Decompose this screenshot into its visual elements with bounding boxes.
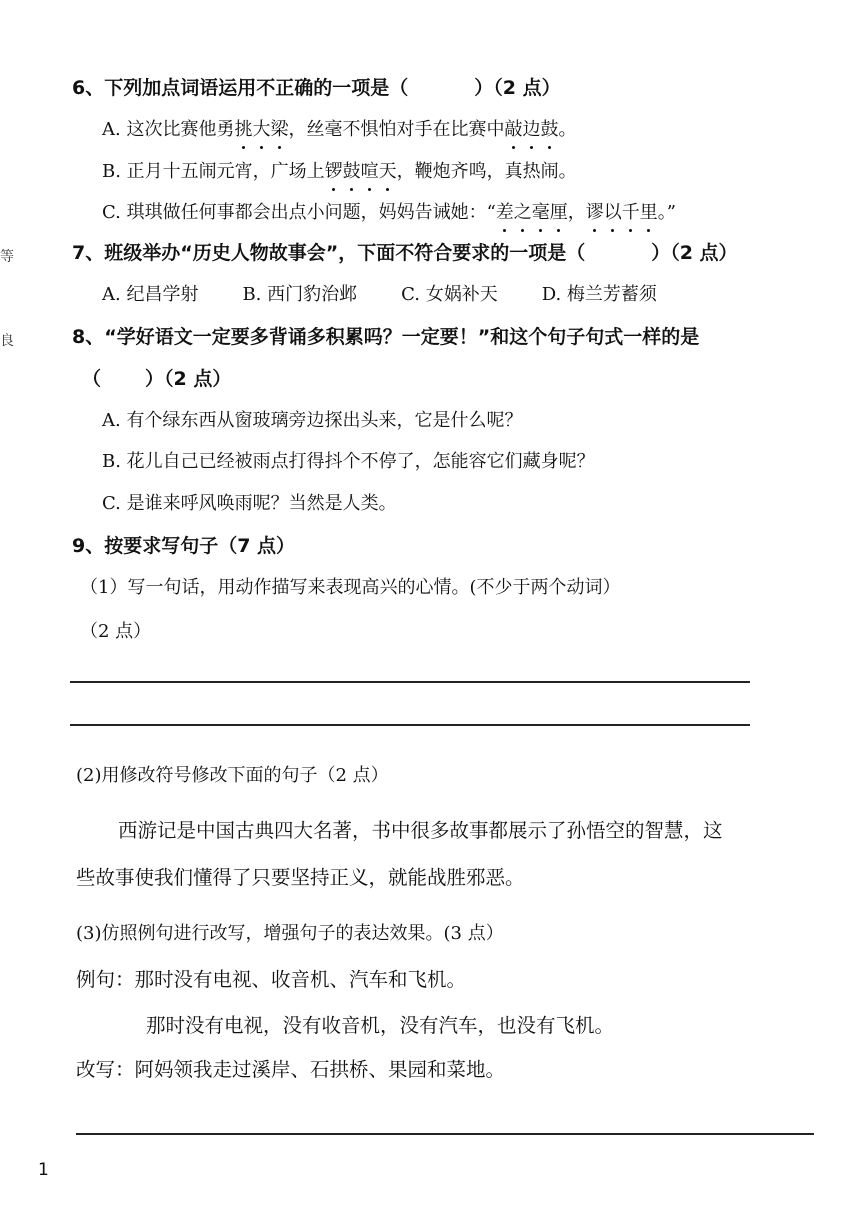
margin-mark-1: 等 xyxy=(0,249,14,265)
dotted-char: 喧 xyxy=(360,161,379,182)
q9-part3: (3)仿照例句进行改写，增强句子的表达效果。(3 点） xyxy=(76,923,504,944)
dotted-char: 大 xyxy=(252,119,271,140)
q7-options xyxy=(102,283,657,307)
q9-part1: （1）写一句话，用动作描写来表现高兴的心情。(不少于两个动词） xyxy=(80,577,621,598)
comma-char: ， xyxy=(567,202,586,223)
margin-mark-2: 良 xyxy=(0,333,14,349)
dotted-char: 毫 xyxy=(531,202,550,223)
q6-option-b xyxy=(102,160,577,184)
dotted-char: 边 xyxy=(522,119,541,140)
q9-part2-sentence-2: 些故事使我们懂得了只要坚持正义，就能战胜邪恶。 xyxy=(76,866,525,889)
dotted-char: 锣 xyxy=(324,161,343,182)
answer-line-3[interactable] xyxy=(76,1133,814,1135)
q6-c-text: C. 琪琪做任何事都会出点小问题，妈妈告诫她：“ xyxy=(102,202,496,223)
q8-option-a: A. 有个绿东西从窗玻璃旁边探出头来，它是什么呢？ xyxy=(102,410,523,431)
q6-b-end: ，鞭炮齐鸣，真热闹。 xyxy=(396,161,577,182)
dotted-char: 厘 xyxy=(549,202,568,223)
q7-title-text: 7、班级举办“历史人物故事会”，下面不符合要求的一项是（ xyxy=(72,242,586,264)
rewrite-prompt: 改写：阿妈领我走过溪岸、石拱桥、果园和菜地。 xyxy=(76,1058,506,1081)
q6-option-c xyxy=(102,201,676,225)
dotted-char: 千 xyxy=(621,202,640,223)
q6-c-end: 。” xyxy=(657,202,676,223)
dotted-char: 敲 xyxy=(504,119,523,140)
q9-title: 9、按要求写句子（7 点） xyxy=(72,535,296,557)
q7-option-c: C. 女娲补天 xyxy=(401,284,498,305)
q9-part2: (2)用修改符号修改下面的句子（2 点） xyxy=(76,765,389,786)
example-rewrite: 那时没有电视，没有收音机，没有汽车，也没有飞机。 xyxy=(146,1014,615,1037)
q8-option-b: B. 花儿自己已经被雨点打得抖个不停了，怎能容它们藏身呢？ xyxy=(102,451,595,472)
example-sentence: 例句：那时没有电视、收音机、汽车和飞机。 xyxy=(76,968,467,991)
q6-title-text: 6、下列加点词语运用不正确的一项是（ xyxy=(72,77,409,99)
dotted-char: 鼓 xyxy=(342,161,361,182)
answer-line-2[interactable] xyxy=(70,724,750,726)
q7-title xyxy=(72,241,738,265)
q8-title: 8、“学好语文一定要多背诵多积累吗？一定要！”和这个句子句式一样的是 xyxy=(72,326,700,348)
q8-points: ）（2 点） xyxy=(145,368,232,390)
q9-part1-points: （2 点） xyxy=(80,621,152,642)
q6-a-mid: ，丝毫不惧怕对手在比赛中 xyxy=(288,119,505,140)
dotted-char: 谬 xyxy=(585,202,604,223)
dotted-char: 差 xyxy=(495,202,514,223)
dotted-char: 鼓 xyxy=(540,119,559,140)
q8-title-line2 xyxy=(82,367,231,391)
q6-a-text: A. 这次比赛他勇 xyxy=(102,119,235,140)
dotted-char: 里 xyxy=(639,202,658,223)
page-number: 1 xyxy=(38,1160,49,1180)
dotted-char: 以 xyxy=(603,202,622,223)
q6-points: ）（2 点） xyxy=(474,77,561,99)
dotted-char: 之 xyxy=(513,202,532,223)
dotted-char: 天 xyxy=(378,161,397,182)
q7-points: ）（2 点） xyxy=(651,242,738,264)
dotted-char: 挑 xyxy=(234,119,253,140)
q6-b-text: B. 正月十五闹元宵，广场上 xyxy=(102,161,325,182)
q9-part2-sentence-1: 西游记是中国古典四大名著，书中很多故事都展示了孙悟空的智慧，这 xyxy=(118,819,723,842)
q6-option-a xyxy=(102,118,576,142)
q7-option-b: B. 西门豹治邺 xyxy=(242,284,358,305)
q7-option-a: A. 纪昌学射 xyxy=(102,284,199,305)
answer-line-1[interactable] xyxy=(70,681,750,683)
q8-paren-open: （ xyxy=(82,368,102,390)
q6-title xyxy=(72,76,561,100)
q6-a-end: 。 xyxy=(558,119,577,140)
q8-option-c: C. 是谁来呼风唤雨呢？当然是人类。 xyxy=(102,493,397,514)
dotted-char: 梁 xyxy=(270,119,289,140)
q7-option-d: D. 梅兰芳蓄须 xyxy=(541,284,657,305)
